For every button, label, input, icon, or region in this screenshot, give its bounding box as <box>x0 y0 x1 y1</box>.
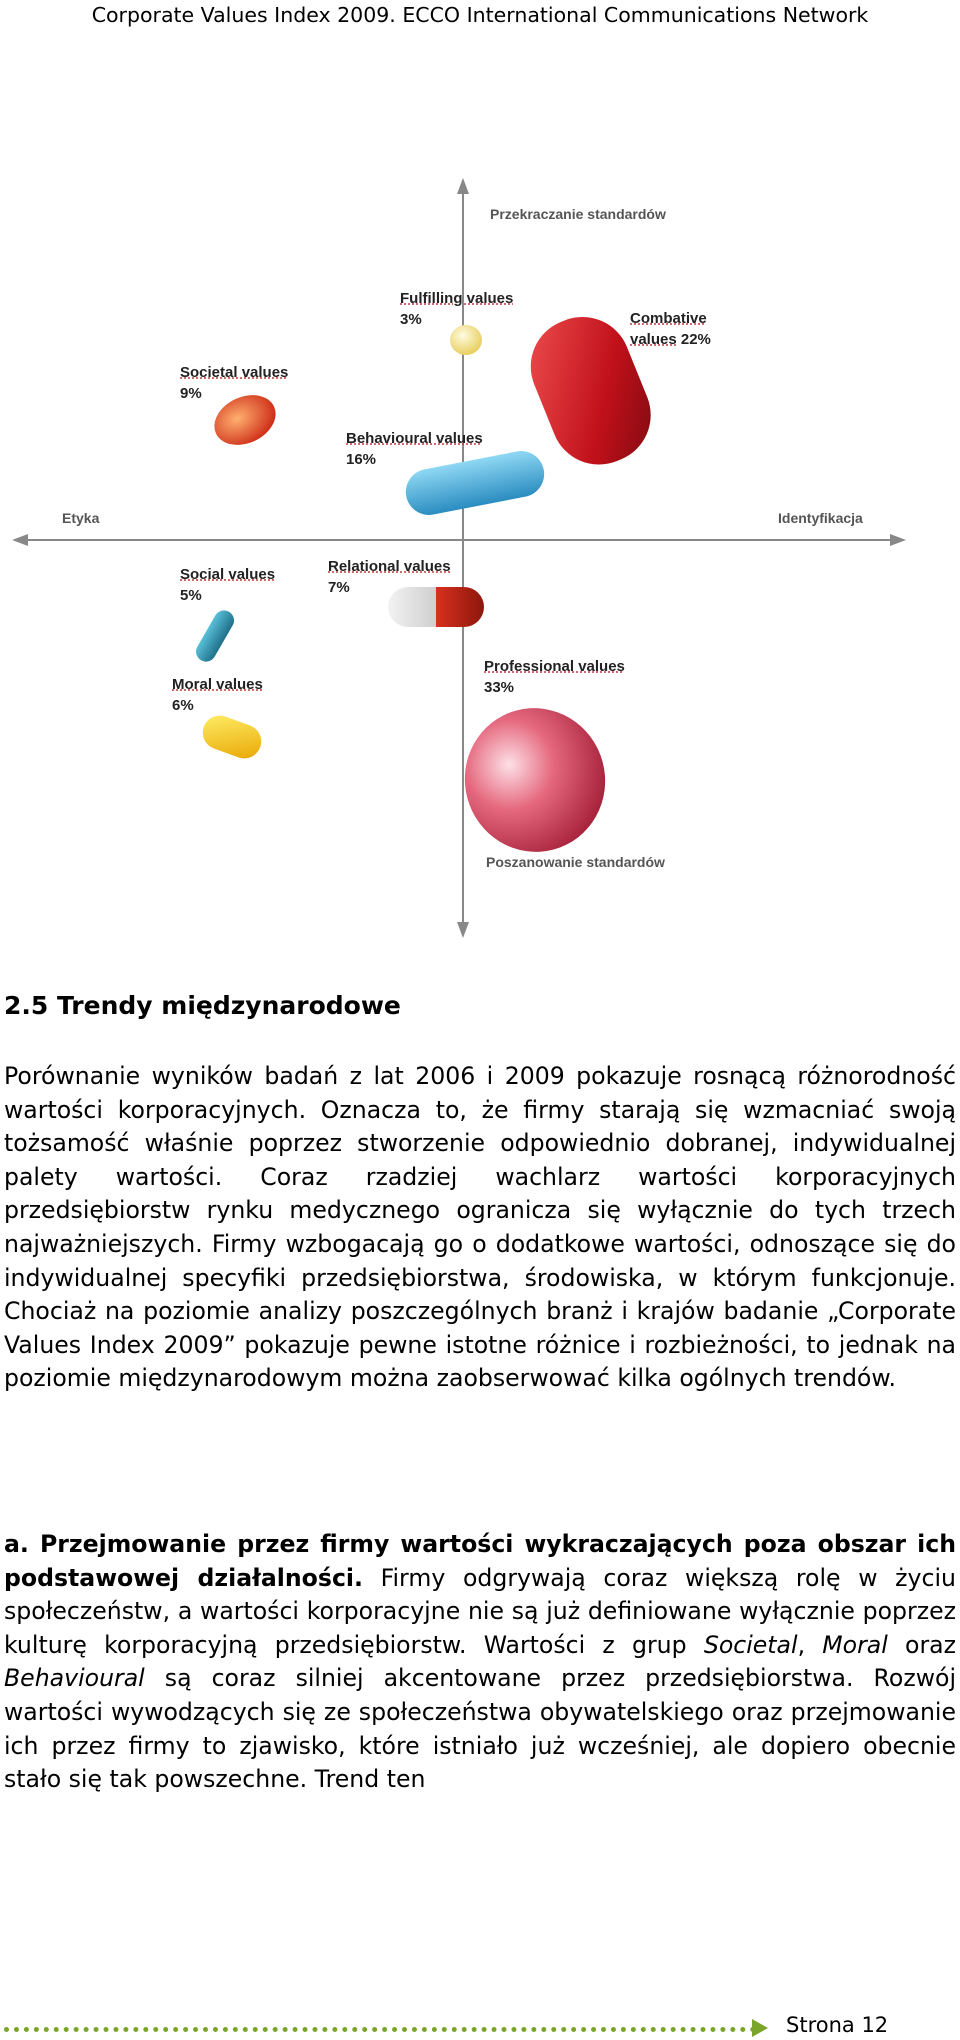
section-heading: 2.5 Trendy międzynarodowe <box>4 991 401 1020</box>
label-professional-values: Professional values 33% <box>484 658 625 696</box>
term-behavioural: Behavioural <box>4 1664 145 1693</box>
pill-professional <box>449 692 621 867</box>
label-behavioural-values: Behavioural values 16% <box>346 430 483 468</box>
axis-left-label: Etyka <box>62 510 100 526</box>
page-number: Strona 12 <box>786 2013 889 2037</box>
body-paragraph-2 <box>4 1528 956 1797</box>
paragraph-text: są coraz silniej akcentowane przez przedsiębiorstwa. Rozwój wartości wywodzących się ze społeczeństwa obywatelskiego oraz przejmowanie ich przez firmy to zjawisko, które istniało już wcześniej, ale dopiero obecnie stało się tak powszechne. Trend ten <box>4 1664 956 1794</box>
term-moral: Moral <box>822 1630 888 1659</box>
axis-right-label: Identyfikacja <box>778 510 863 526</box>
footer-arrow-icon <box>752 2019 768 2037</box>
running-header: Corporate Values Index 2009. ECCO International Communications Network <box>91 3 869 27</box>
label-moral-values: Moral values 6% <box>172 676 263 714</box>
values-map-graphic <box>0 170 960 950</box>
axis-top-label: Przekraczanie standardów <box>490 206 666 222</box>
paragraph-text: Firmy odgrywają coraz większą rolę w życiu społeczeństw, a wartości korporacyjne nie są już definiowane wyłącznie poprzez kulturę korporacyjną przedsiębiorstw. Wartości z grup <box>4 1563 956 1659</box>
axis-bottom-label: Poszanowanie standardów <box>486 854 665 870</box>
separator: oraz <box>887 1630 956 1659</box>
label-relational-values: Relational values 7% <box>328 558 451 596</box>
label-fulfilling-values: Fulfilling values 3% <box>400 290 514 328</box>
body-paragraph-1: Porównanie wyników badań z lat 2006 i 2009 pokazuje rosnącą różnorodność wartości korporacyjnych. Oznacza to, że firmy starają się wzmacniać swoją tożsamość właśnie poprzez stworzenie odpowiednio dobranej, indywidualnej palety wartości. Coraz rzadziej wachlarz wartości korporacyjnych przedsiębiorstw rynku medycznego ogranicza się wyłącznie do tych trzech najważniejszych. Firmy wzbogacają go o dodatkowe wartości, odnoszące się do indywidualnej specyfiki przedsiębiorstwa, środowiska, w którym funkcjonuje. Chociaż na poziomie analizy poszczególnych branż i krajów badanie „Corporate Values Index 2009” pokazuje pewne istotne różnice i rozbieżności, to jednak na poziomie międzynarodowym można zaobserwować kilka ogólnych trendów. <box>4 1062 956 1393</box>
pill-social <box>192 607 237 665</box>
trend-a-heading: a. Przejmowanie przez firmy wartości wykraczających poza obszar ich podstawowej działalności. <box>4 1530 956 1592</box>
label-social-values: Social values 5% <box>180 566 276 604</box>
label-societal-values: Societal values 9% <box>180 364 289 402</box>
footer-dotted-line <box>4 2027 756 2032</box>
label-combative-values: Combative values 22% <box>630 310 711 348</box>
term-societal: Societal <box>703 1630 798 1659</box>
values-map-diagram <box>0 170 960 950</box>
pill-moral <box>198 711 266 763</box>
separator: , <box>797 1630 823 1659</box>
